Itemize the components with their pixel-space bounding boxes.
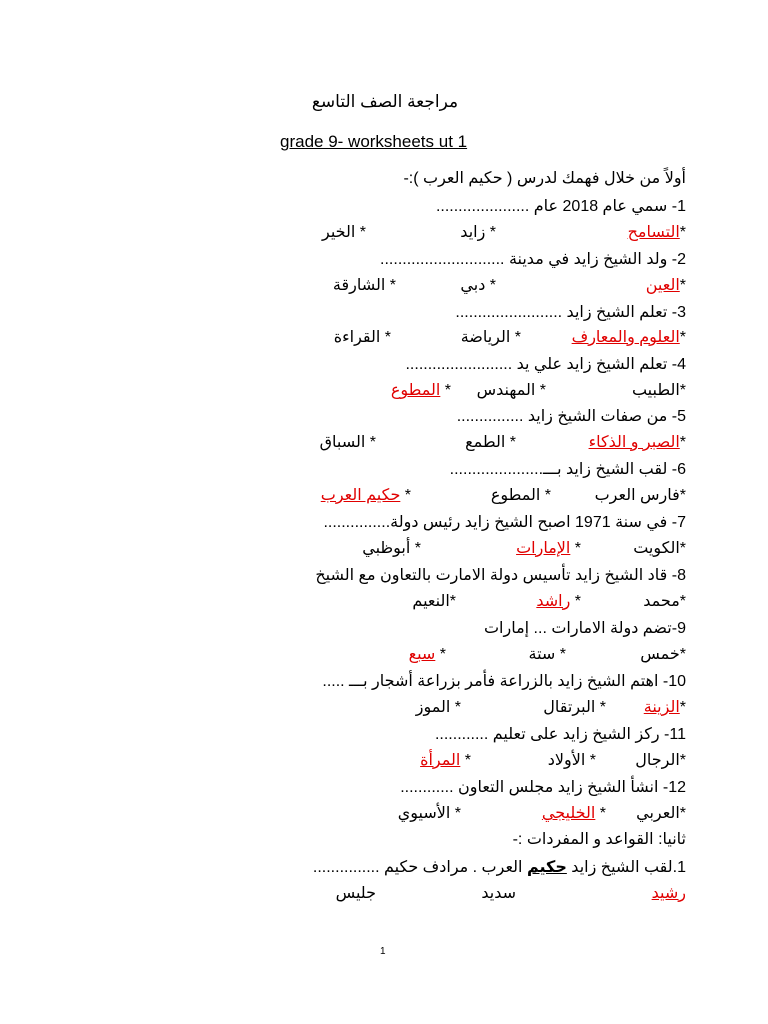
section2-question-1: 1.لقب الشيخ زايد حكيم العرب . مرادف حكيم ............... [312, 859, 686, 876]
question-6: 6- لقب الشيخ زايد بـــ..................... [449, 461, 686, 478]
question-9: 9-تضم دولة الامارات ... إمارات [483, 620, 686, 637]
option-b: * الأولاد [547, 752, 596, 769]
option-c: * السباق [319, 434, 376, 451]
question-2-options [0, 275, 686, 297]
option-b: * ستة [528, 646, 566, 663]
option-b: * زايد [460, 224, 496, 241]
question-5-options [0, 432, 686, 454]
question-10: 10- اهتم الشيخ زايد بالزراعة فأمر بزراعة أشجار بـــ ..... [322, 673, 686, 690]
question-4-options [0, 380, 686, 402]
question-11-options [0, 750, 686, 772]
question-7-options [0, 538, 686, 560]
option-a: *الزينة [643, 699, 686, 716]
option-b: * راشد [536, 593, 581, 610]
question-8: 8- قاد الشيخ زايد تأسيس دولة الامارت بالتعاون مع الشيخ [315, 567, 686, 584]
highlighted-word: حكيم [526, 859, 567, 876]
page-title: مراجعة الصف التاسع [311, 92, 459, 111]
question-3-options [0, 327, 686, 349]
question-6-options [0, 485, 686, 507]
section2-heading: ثانيا: القواعد و المفردات :- [512, 831, 686, 848]
question-2: 2- ولد الشيخ زايد في مدينة ............................ [380, 251, 686, 268]
question-5: 5- من صفات الشيخ زايد ............... [456, 408, 686, 425]
question-9-options [0, 644, 686, 666]
option-b: سديد [481, 885, 516, 902]
question-12: 12- انشأ الشيخ زايد مجلس التعاون ............ [400, 779, 686, 796]
option-c: * أبوظبي [362, 540, 421, 557]
question-11: 11- ركز الشيخ زايد على تعليم ............ [434, 726, 686, 743]
option-c: * سبع [408, 646, 446, 663]
option-c: * المطوع [390, 382, 451, 399]
question-8-options [0, 591, 686, 613]
section2-question-1-options [0, 883, 686, 905]
question-1: 1- سمي عام 2018 عام ..................... [435, 198, 686, 215]
option-a: رشيد [651, 885, 686, 902]
page-subtitle: grade 9- worksheets ut 1 [280, 132, 468, 151]
option-c: * حكيم العرب [320, 487, 411, 504]
option-b: * الرياضة [460, 329, 521, 346]
question-12-options [0, 803, 686, 825]
option-b: * الخليجي [541, 805, 606, 822]
option-c: *النعيم [412, 593, 456, 610]
option-a: *العلوم والمعارف [571, 329, 686, 346]
option-a: *الصبر و الذكاء [588, 434, 686, 451]
option-b: * الطمع [465, 434, 516, 451]
option-c: * الخير [322, 224, 366, 241]
question-4: 4- تعلم الشيخ زايد علي يد ........................ [405, 356, 686, 373]
option-a: *العين [645, 277, 686, 294]
option-a: *التسامح [627, 224, 686, 241]
question-1-options [0, 222, 686, 244]
question-7: 7- في سنة 1971 اصبح الشيخ زايد رئيس دولة............... [323, 514, 686, 531]
option-a: *الطبيب [631, 382, 686, 399]
option-c: * الموز [415, 699, 461, 716]
page-number: 1 [380, 946, 386, 957]
option-b: * دبي [460, 277, 496, 294]
option-a: *خمس [640, 646, 686, 663]
option-a: *محمد [643, 593, 686, 610]
option-b: * البرتقال [543, 699, 606, 716]
option-b: * المطوع [490, 487, 551, 504]
option-a: *الرجال [635, 752, 686, 769]
option-c: * الأسيوي [397, 805, 461, 822]
question-3: 3- تعلم الشيخ زايد ........................ [455, 304, 686, 321]
option-c: جليس [335, 885, 376, 902]
option-b: * الإمارات [516, 540, 581, 557]
option-a: *العربي [636, 805, 686, 822]
option-c: * الشارقة [332, 277, 396, 294]
option-a: *الكويت [633, 540, 686, 557]
question-10-options [0, 697, 686, 719]
option-c: * المرأة [420, 752, 471, 769]
option-b: * المهندس [476, 382, 546, 399]
section1-heading: أولاً من خلال فهمك لدرس ( حكيم العرب ):- [403, 170, 686, 187]
option-c: * القراءة [333, 329, 391, 346]
option-a: *فارس العرب [594, 487, 686, 504]
